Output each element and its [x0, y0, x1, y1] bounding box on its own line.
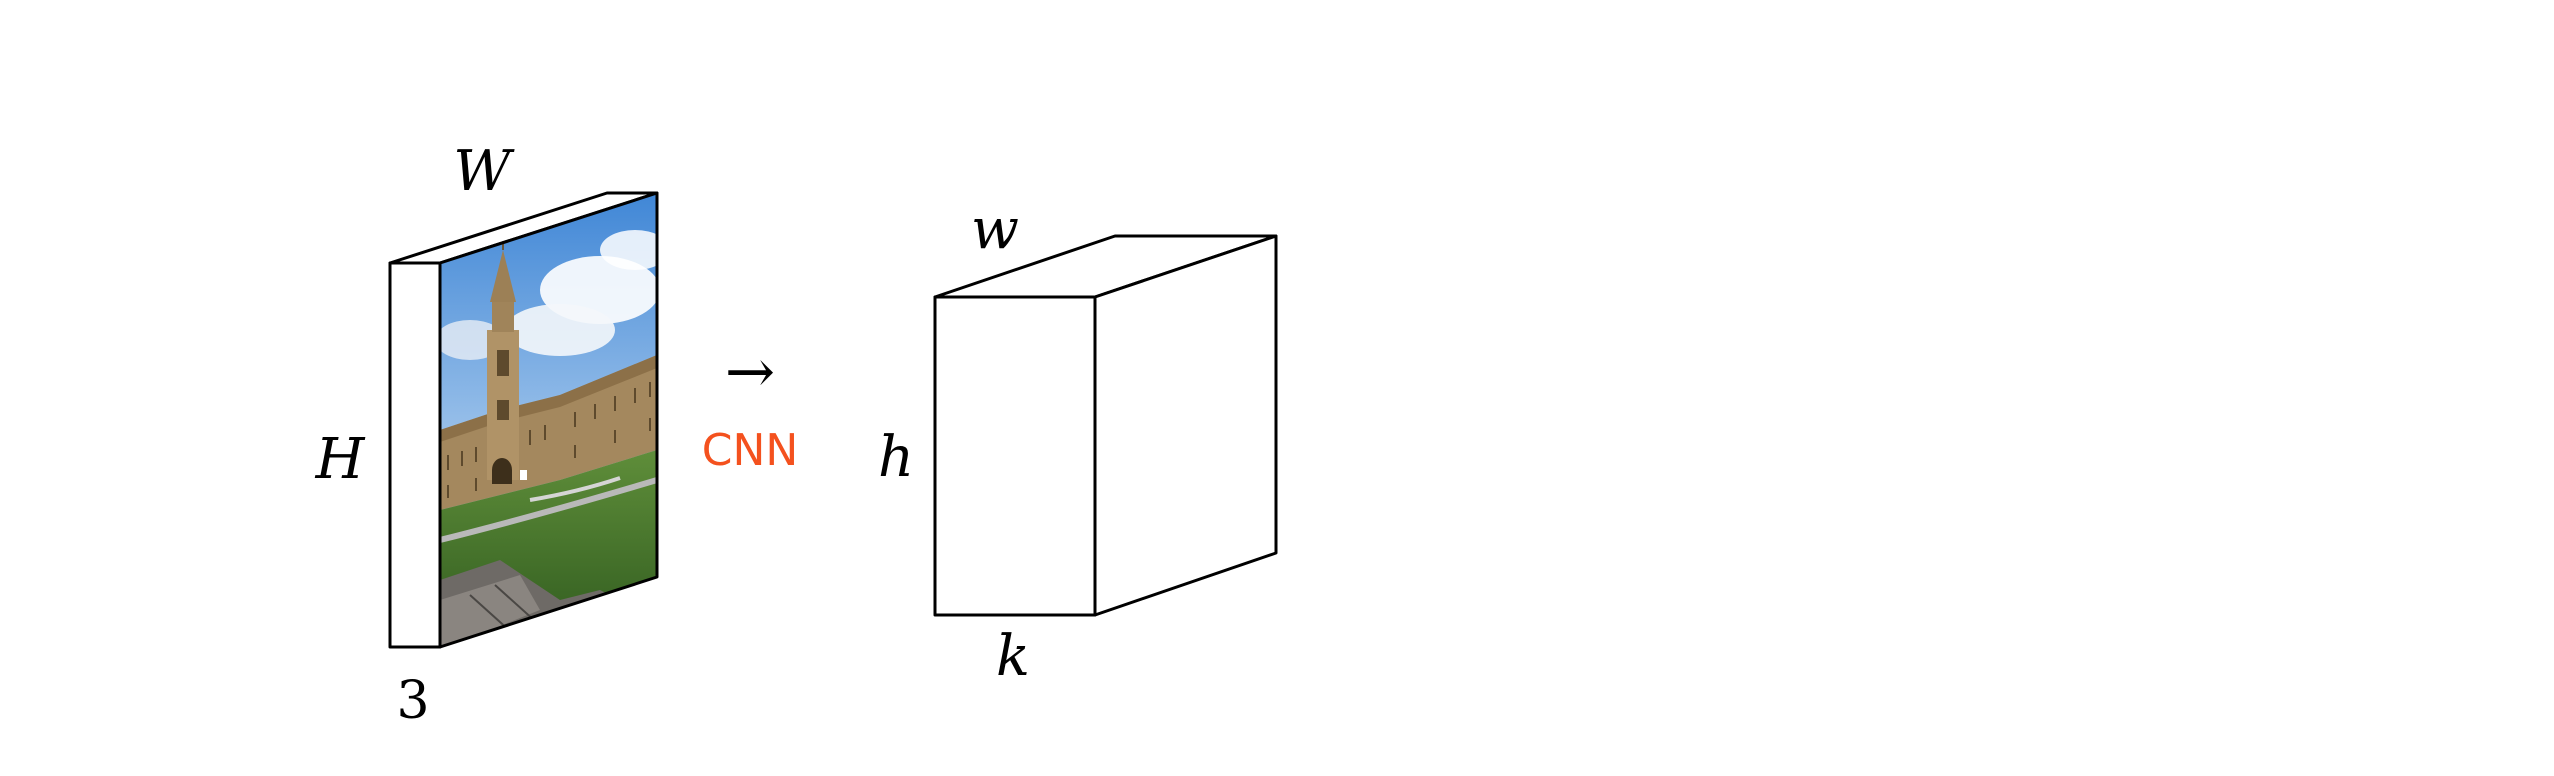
input-height-label: H [315, 427, 365, 492]
arrow-icon: → [724, 337, 776, 407]
output-volume [935, 236, 1276, 615]
input-width-label: W [453, 139, 511, 204]
output-volume-front-face [935, 297, 1095, 615]
output-width-label: w [971, 197, 1019, 262]
photo-icon [435, 190, 670, 660]
input-volume [390, 190, 670, 660]
output-height-label: h [877, 425, 915, 490]
cnn-label: CNN [701, 425, 799, 476]
input-depth-label: 3 [396, 671, 430, 731]
output-depth-label: k [996, 624, 1030, 689]
output-volume-side-face [1095, 236, 1276, 615]
input-volume-side-face [390, 263, 440, 647]
